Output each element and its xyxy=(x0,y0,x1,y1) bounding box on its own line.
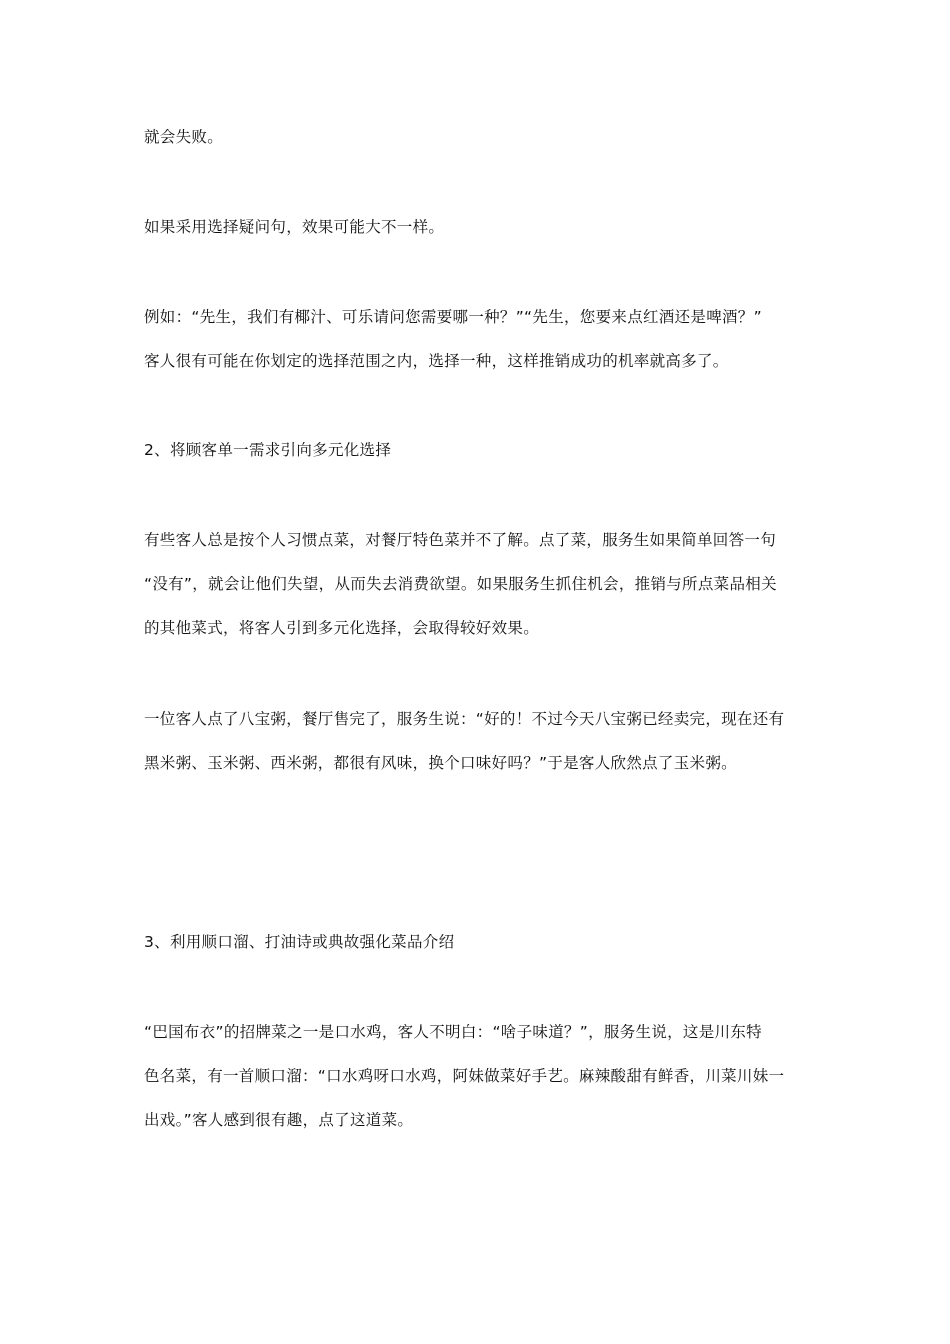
text-line: 客人很有可能在你划定的选择范围之内，选择一种，这样推销成功的机率就高多了。 xyxy=(144,352,729,370)
text-line: 3、利用顺口溜、打油诗或典故强化菜品介绍 xyxy=(144,933,455,951)
text-line: 黑米粥、玉米粥、西米粥，都很有风味，换个口味好吗？”于是客人欣然点了玉米粥。 xyxy=(144,754,737,772)
text-line: 就会失败。 xyxy=(144,128,224,146)
text-line: “巴国布衣”的招牌菜之一是口水鸡，客人不明白：“啥子味道？”，服务生说，这是川东特 xyxy=(144,1023,762,1041)
paragraph-failure xyxy=(144,115,814,159)
text-line: 的其他菜式，将客人引到多元化选择，会取得较好效果。 xyxy=(144,619,540,637)
heading-section-2 xyxy=(144,428,814,472)
paragraph-choice-question xyxy=(144,205,814,249)
text-line: 有些客人总是按个人习惯点菜，对餐厅特色菜并不了解。点了菜，服务生如果简单回答一句 xyxy=(144,531,777,549)
paragraph-rhyme-example xyxy=(144,1010,814,1142)
text-line: 如果采用选择疑问句，效果可能大不一样。 xyxy=(144,218,445,236)
paragraph-example xyxy=(144,295,814,383)
paragraph-porridge-example xyxy=(144,697,814,785)
text-line: 出戏。”客人感到很有趣，点了这道菜。 xyxy=(144,1111,414,1129)
heading-section-3 xyxy=(144,920,814,964)
text-line: “没有”，就会让他们失望，从而失去消费欲望。如果服务生抓住机会，推销与所点菜品相关 xyxy=(144,575,777,593)
text-line: 2、将顾客单一需求引向多元化选择 xyxy=(144,441,392,459)
paragraph-diversified-choice xyxy=(144,518,814,650)
text-line: 例如：“先生，我们有椰汁、可乐请问您需要哪一种？”“先生，您要来点红酒还是啤酒？” xyxy=(144,308,762,326)
text-line: 一位客人点了八宝粥，餐厅售完了，服务生说：“好的！不过今天八宝粥已经卖完，现在还有 xyxy=(144,710,785,728)
text-line: 色名菜，有一首顺口溜：“口水鸡呀口水鸡，阿妹做菜好手艺。麻辣酸甜有鲜香，川菜川妹一 xyxy=(144,1067,785,1085)
